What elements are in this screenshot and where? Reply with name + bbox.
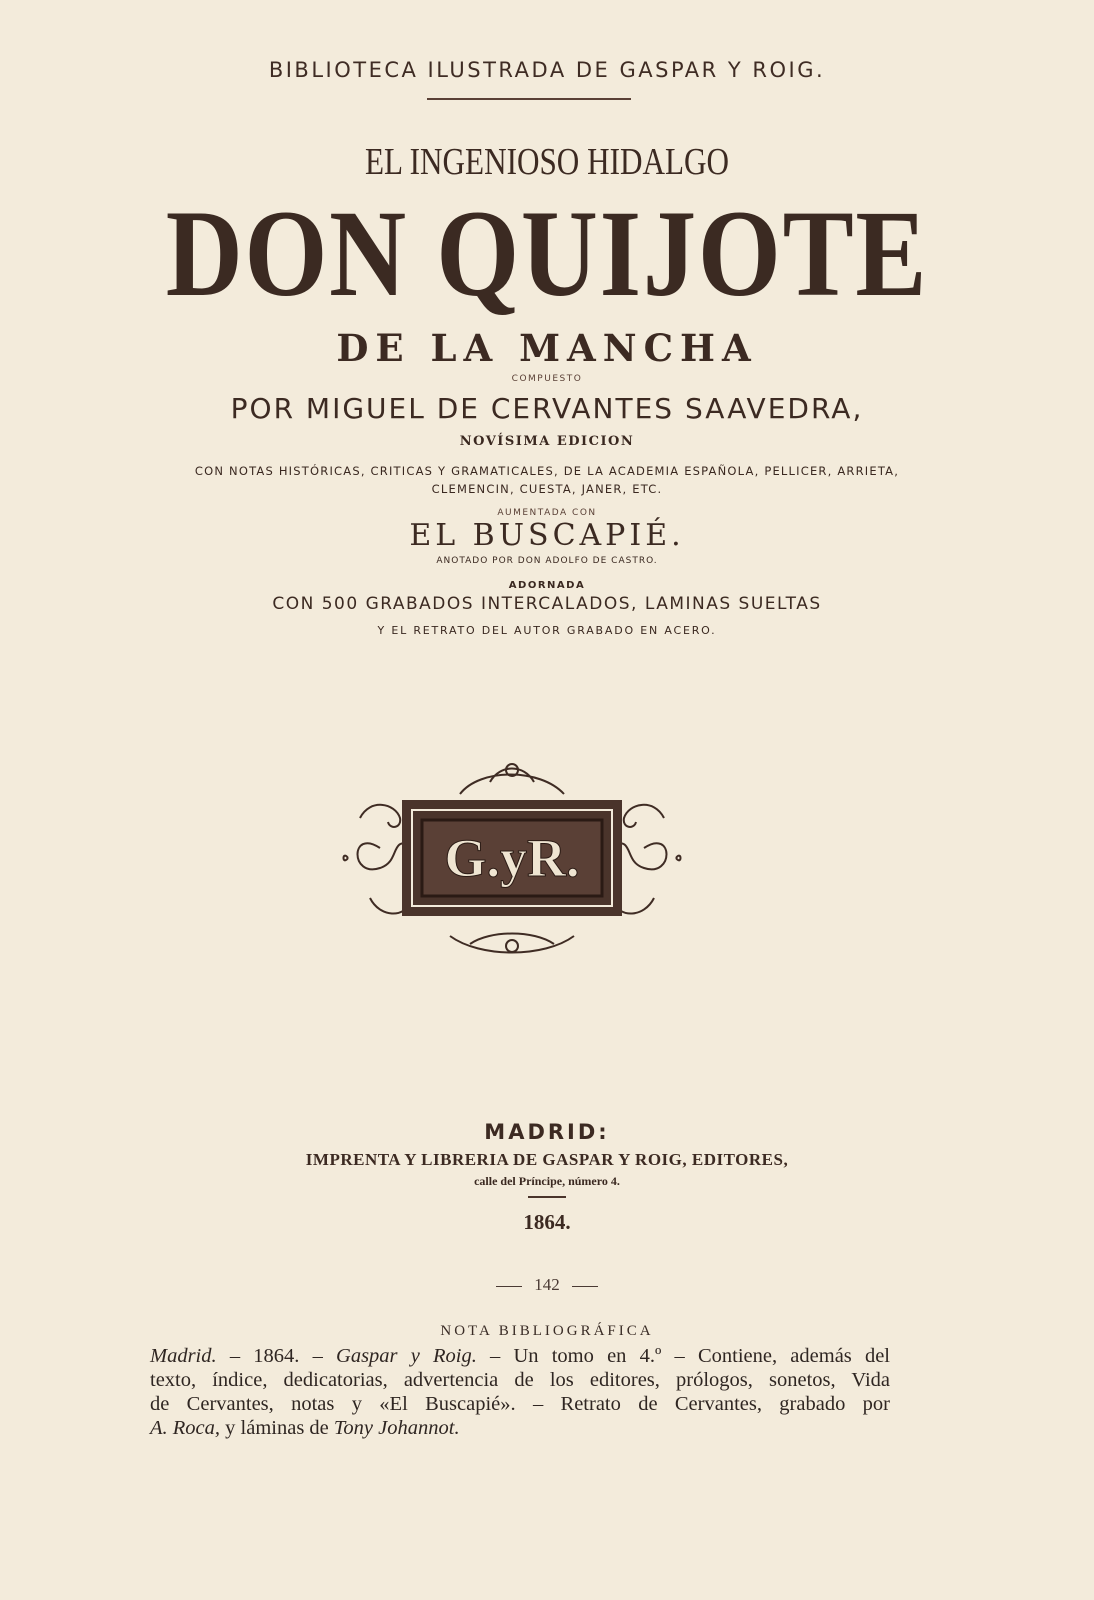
series-title: BIBLIOTECA ILUSTRADA DE GASPAR Y ROIG. xyxy=(268,58,826,82)
emblem-monogram: G.yR. xyxy=(444,828,580,888)
notes-line-2: CLEMENCIN, CUESTA, JANER, ETC. xyxy=(431,482,663,496)
buscapie-title: EL BUSCAPIÉ. xyxy=(409,518,685,553)
author-line: POR MIGUEL DE CERVANTES SAAVEDRA, xyxy=(230,392,864,425)
nota-format: – Un tomo en 4.º – Contiene, además del xyxy=(476,1345,891,1367)
nota-engraver: A. Roca, xyxy=(150,1417,221,1439)
imprint-year: 1864. xyxy=(523,1210,571,1234)
publisher-emblem xyxy=(340,758,684,958)
nota-heading: NOTA BIBLIOGRÁFICA xyxy=(440,1323,654,1339)
pre-title: EL INGENIOSO HIDALGO xyxy=(364,141,730,183)
imprint-printer: IMPRENTA Y LIBRERIA DE GASPAR Y ROIG, EDITORES, xyxy=(305,1150,789,1169)
nota-body xyxy=(150,1344,890,1440)
page-number-dash-right xyxy=(572,1286,598,1287)
nota-publisher: Gaspar y Roig. xyxy=(336,1345,477,1367)
year-rule xyxy=(528,1196,566,1198)
notes-line-1: CON NOTAS HISTÓRICAS, CRITICAS Y GRAMATICALES, DE LA ACADEMIA ESPAÑOLA, PELLICER, ARRIETA, xyxy=(194,464,900,478)
imprint-city: MADRID: xyxy=(484,1120,610,1144)
nota-illustrator: Tony Johannot. xyxy=(333,1417,460,1439)
grabados-line: CON 500 GRABADOS INTERCALADOS, LAMINAS SUELTAS xyxy=(272,594,822,614)
aumentada-label: AUMENTADA CON xyxy=(497,508,597,518)
nota-line-4 xyxy=(150,1416,890,1440)
anotado-line: ANOTADO POR DON ADOLFO DE CASTRO. xyxy=(436,556,658,566)
nota-place: Madrid. xyxy=(150,1345,217,1367)
nota-line-2: texto, índice, dedicatorias, advertencia de los editores, prólogos, sonetos, Vida xyxy=(150,1369,890,1391)
nota-date: – 1864. – xyxy=(216,1345,337,1367)
compuesto-label: COMPUESTO xyxy=(511,374,583,384)
page-number xyxy=(0,1275,1094,1295)
page-number-dash-left xyxy=(496,1286,522,1287)
main-title: DON QUIJOTE xyxy=(165,185,929,322)
adornada-label: ADORNADA xyxy=(508,580,586,591)
subtitle: DE LA MANCHA xyxy=(336,326,758,370)
retrato-line: Y EL RETRATO DEL AUTOR GRABADO EN ACERO. xyxy=(377,624,717,637)
nota-laminas: y láminas de xyxy=(220,1417,334,1439)
nota-line-3: de Cervantes, notas y «El Buscapié». – Retrato de Cervantes, grabado por xyxy=(150,1393,890,1415)
imprint-address: calle del Príncipe, número 4. xyxy=(474,1174,620,1188)
page-number-value: 142 xyxy=(534,1275,560,1294)
top-rule xyxy=(427,98,631,100)
edition-line: NOVÍSIMA EDICION xyxy=(459,434,635,449)
nota-line-1 xyxy=(150,1344,890,1368)
